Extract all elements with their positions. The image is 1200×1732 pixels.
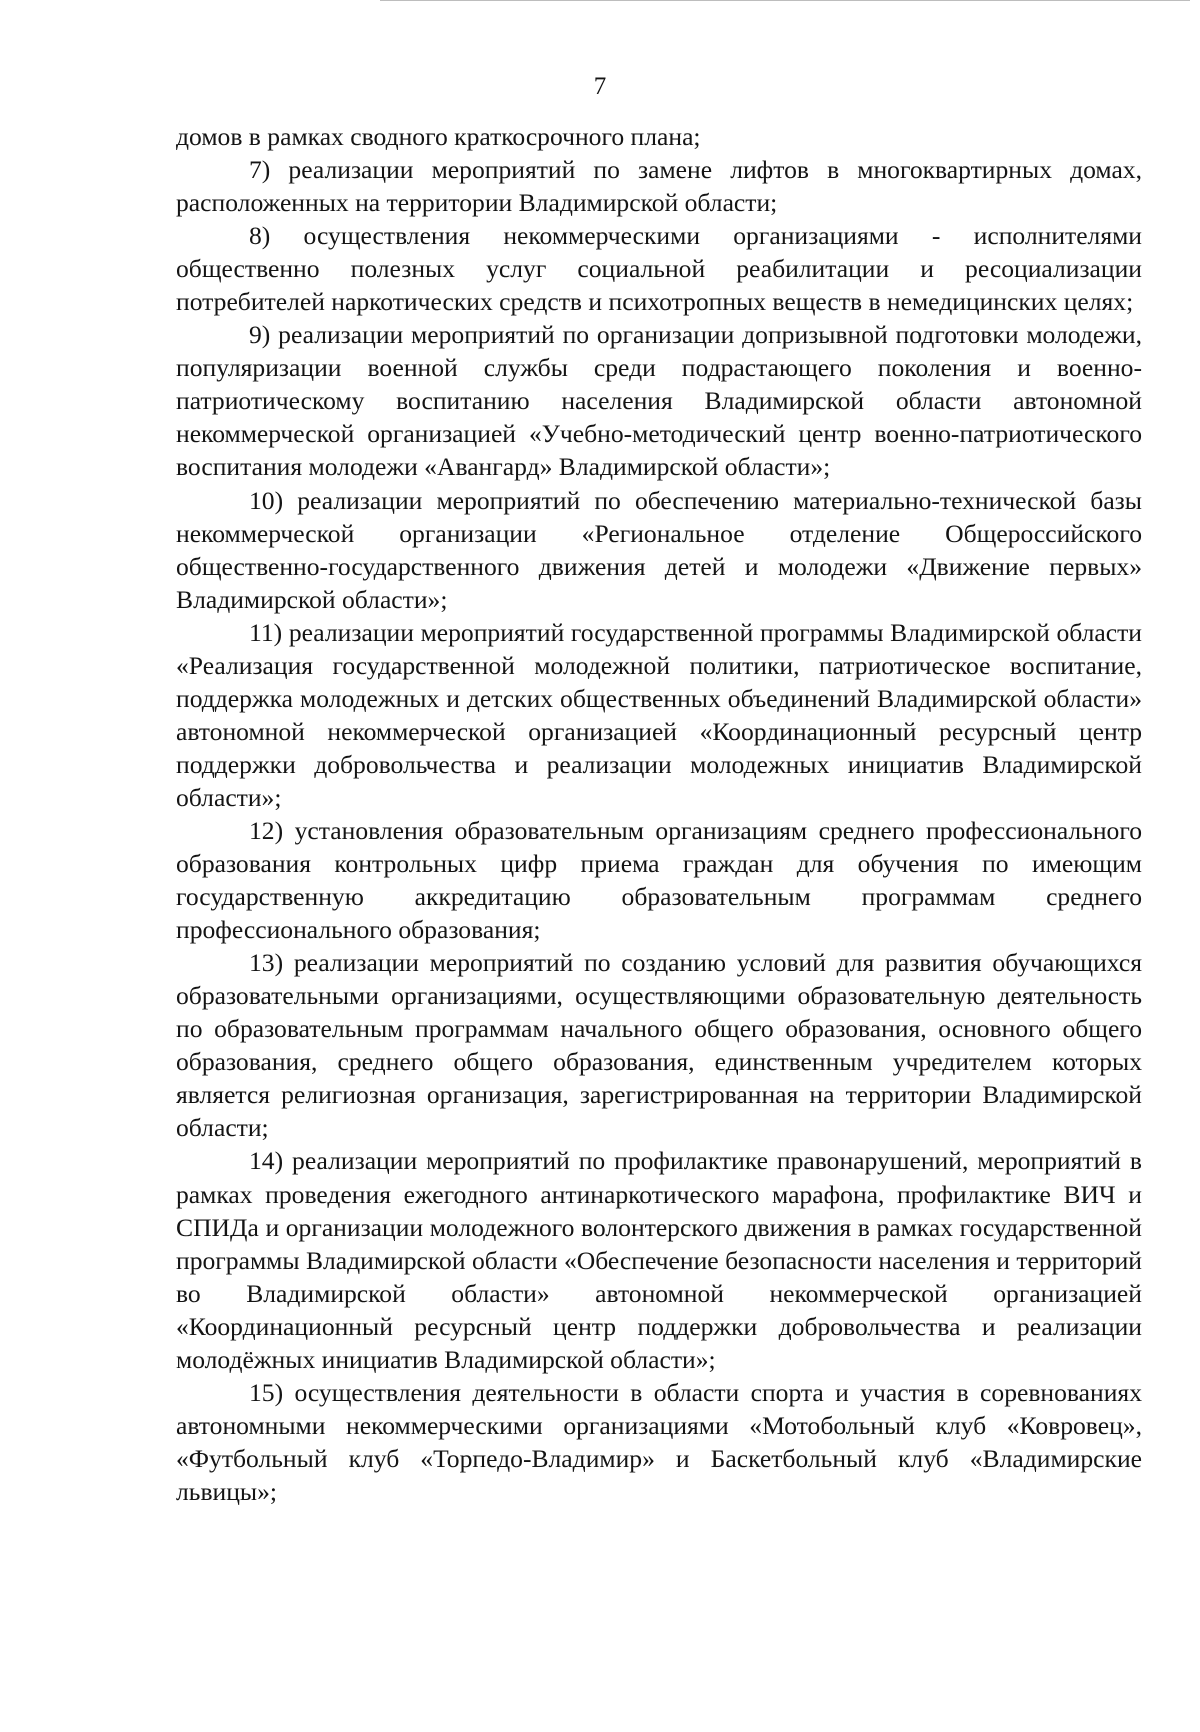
list-item-14: 14) реализации мероприятий по профилактике правонарушений, мероприятий в рамках проведения ежегодного антинаркотического марафона, профилактике ВИЧ и СПИДа и организации молодежного волонтерского движения в рамках государственной программы Владимирской области «Обеспечение безопасности населения и территорий во Владимирской области» автономной некоммерческой организацией «Координационный ресурсный центр поддержки добровольчества и реализации молодёжных инициатив Владимирской области»; [176, 1146, 1142, 1374]
page-number: 7 [593, 73, 607, 100]
list-item-9: 9) реализации мероприятий по организации допризывной подготовки молодежи, популяризации военной службы среди подрастающего поколения и военно-патриотическому воспитанию населения Владимирской области автономной некоммерческой организацией «Учебно-методический центр военно-патриотического воспитания молодежи «Авангард» Владимирской области»; [176, 320, 1142, 482]
scan-top-edge [380, 0, 1190, 1]
list-item-11: 11) реализации мероприятий государственной программы Владимирской области «Реализация государственной молодежной политики, патриотическое воспитание, поддержка молодежных и детских общественных объединений Владимирской области» автономной некоммерческой организацией «Координационный ресурсный центр поддержки добровольчества и реализации молодежных инициатив Владимирской области»; [176, 617, 1142, 812]
paragraph-continuation: домов в рамках сводного краткосрочного плана; [176, 122, 701, 151]
list-item-7: 7) реализации мероприятий по замене лифтов в многоквартирных домах, расположенных на территории Владимирской области; [176, 155, 1142, 218]
list-item-15: 15) осуществления деятельности в области спорта и участия в соревнованиях автономными некоммерческими организациями «Мотобольный клуб «Ковровец», «Футбольный клуб «Торпедо-Владимир» и Баскетбольный клуб «Владимирские львицы»; [176, 1377, 1142, 1506]
list-item-10: 10) реализации мероприятий по обеспечению материально-технической базы некоммерческой организации «Региональное отделение Общероссийского общественно-государственного движения детей и молодежи «Движение первых» Владимирской области»; [176, 485, 1142, 614]
list-item-13: 13) реализации мероприятий по созданию условий для развития обучающихся образовательными организациями, осуществляющими образовательную деятельность по образовательным программам начального общего образования, основного общего образования, среднего общего образования, единственным учредителем которых является религиозная организация, зарегистрированная на территории Владимирской области; [176, 948, 1142, 1143]
list-item-8: 8) осуществления некоммерческими организациями - исполнителями общественно полезных услуг социальной реабилитации и ресоциализации потребителей наркотических средств и психотропных веществ в немедицинских целях; [176, 221, 1142, 317]
document-body [176, 120, 1142, 1508]
list-item-12: 12) установления образовательным организациям среднего профессионального образования контрольных цифр приема граждан для обучения по имеющим государственную аккредитацию образовательным программам среднего профессионального образования; [176, 815, 1142, 945]
